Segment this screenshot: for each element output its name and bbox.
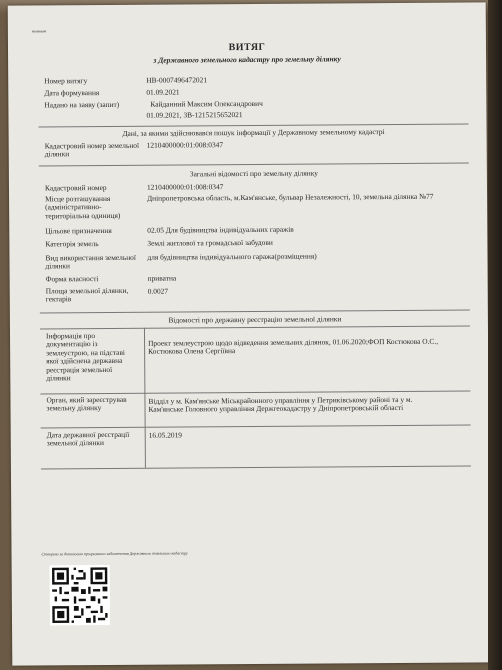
divider xyxy=(41,465,471,469)
general-section-title: Загальні відомості про земельну ділянку xyxy=(189,168,318,179)
qr-code-icon xyxy=(50,565,110,625)
divider xyxy=(41,424,471,428)
document-subtitle: з Державного земельного кадастру про земельну ділянку xyxy=(153,54,341,65)
formation-date-value: 01.09.2021 xyxy=(146,87,180,97)
ownership-label: Форма власності xyxy=(45,274,99,284)
search-cadastral-value: 1210400000:01:008:0347 xyxy=(146,140,224,150)
top-mark: ᴍᴍᴍᴍᴍᴍ xyxy=(31,29,47,34)
cadastral-number-value: 1210400000:01:008:0347 xyxy=(146,182,224,192)
divider xyxy=(40,325,470,329)
extract-number-value: НВ-0007496472021 xyxy=(146,75,208,85)
land-category-label: Категорія земель xyxy=(45,239,99,249)
registration-date-value: 16.05.2019 xyxy=(148,430,183,440)
document-title: ВИТЯГ xyxy=(228,41,266,54)
purpose-label: Цільове призначення xyxy=(45,225,112,236)
registration-section-title: Відомості про державну реєстрацію земельної ділянки xyxy=(168,314,342,325)
request-value: Кайданний Максим Олександрович xyxy=(150,98,263,109)
request-label: Надано на заяву (запит) xyxy=(44,99,120,110)
divider xyxy=(40,390,470,394)
divider xyxy=(40,309,470,313)
cadastral-number-label: Кадастровий номер xyxy=(44,182,107,193)
search-section-title: Дані, за якими здійснювався пошук інформації у Державному земельному кадастрі xyxy=(122,127,385,138)
divider xyxy=(39,162,469,166)
usage-type-value: для будівництва індивідуального гаража(розміщення) xyxy=(147,251,317,262)
footer-note: Створено за допомогою програмного забезпечення Державного земельного кадастру xyxy=(41,550,188,557)
location-value: Дніпропетровська область, м.Кам'янське, бульвар Незалежності, 10, земельна ділянка №77 xyxy=(147,191,434,203)
formation-date-label: Дата формування xyxy=(44,88,100,98)
usage-type-label: Вид використання земельної ділянки xyxy=(45,252,136,271)
document-sheet xyxy=(8,2,491,665)
location-label: Місце розташування (адміністративно-територіальна одиниця) xyxy=(45,193,121,221)
extract-number-label: Номер витягу xyxy=(44,76,88,86)
area-value: 0.0027 xyxy=(147,286,169,296)
request-date-value: 01.09.2021, ЗВ-1215215652021 xyxy=(146,110,243,120)
ownership-value: приватна xyxy=(147,273,177,283)
search-cadastral-label: Кадастровий номер земельної ділянки xyxy=(44,140,140,159)
land-category-value: Землі житлової та громадської забудови xyxy=(147,237,273,248)
registering-body-label: Орган, який зареєстрував земельну ділянку xyxy=(46,394,127,413)
registration-date-label: Дата державної реєстрації земельної ділянки xyxy=(46,429,130,448)
purpose-value: 02.05 Для будівництва індивідуальних гаражів xyxy=(147,224,294,235)
documentation-label: Інформація про документацію із землеустрою, на підставі якої здійснена державна реєстрація земельної ділянки xyxy=(45,331,125,383)
area-label: Площа земельної ділянки, гектарів xyxy=(45,285,129,304)
column-divider xyxy=(144,328,146,468)
documentation-value: Проект землеустрою щодо відведення земельних ділянок, 01.06.2020;ФОП Костюкова О.С., Костюкова Олена Сергіївна xyxy=(148,336,439,357)
registering-body-value: Відділ у м. Кам'янське Міськрайонного управління у Петриківському районі та у м. Кам'янське Головного управління Держгеокадастру у Дніпропетровській області xyxy=(148,394,413,415)
background-edge xyxy=(488,0,502,670)
